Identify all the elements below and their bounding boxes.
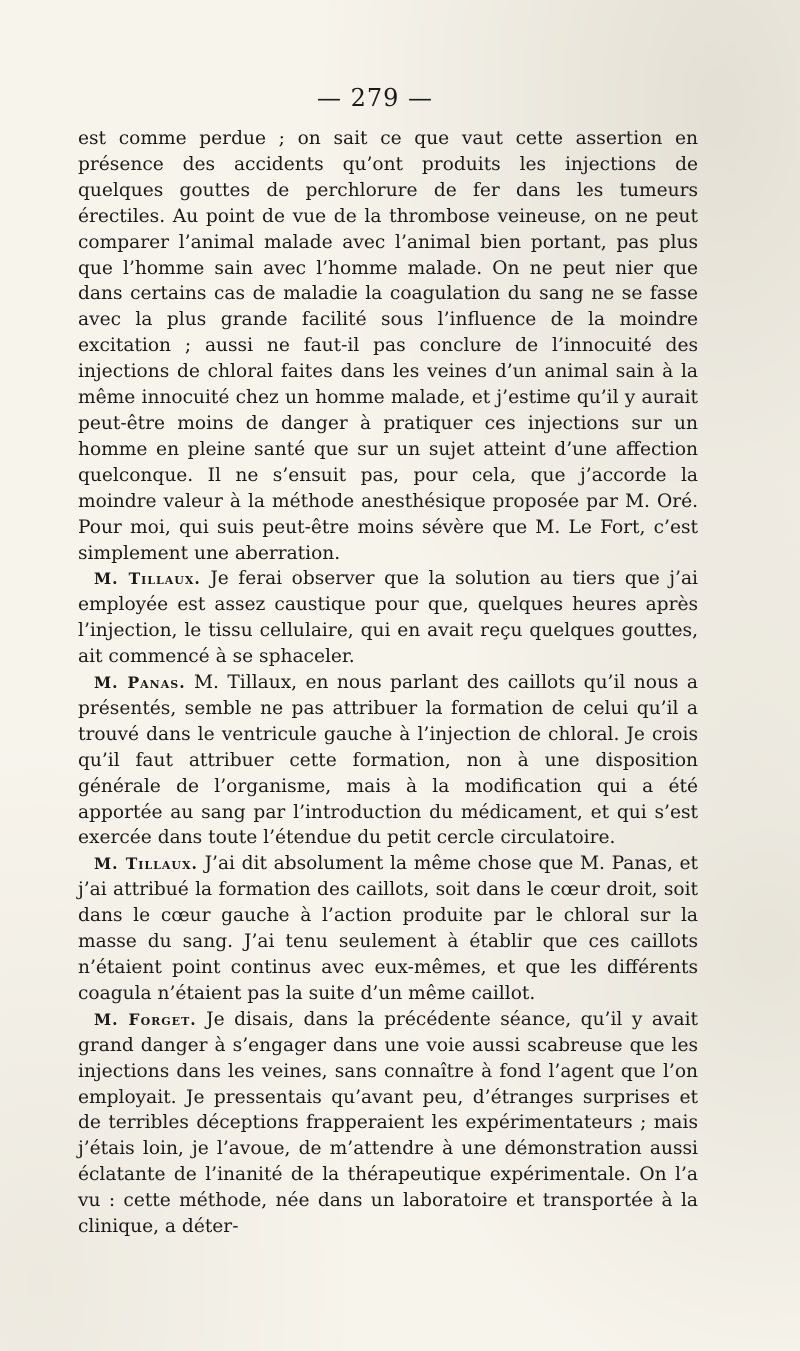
paragraph — [78, 851, 698, 1006]
body-text — [78, 126, 698, 1240]
speaker-name: M. Forget. — [94, 1009, 197, 1029]
paragraph — [78, 126, 698, 566]
paragraph-text: est comme perdue ; on sait ce que vaut cette assertion en présence des accidents qu’ont produits les injections de quelques gouttes de perchlorure de fer dans les tumeurs érectiles. Au point de vue de la thrombose veineuse, on ne peut comparer l’animal malade avec l’animal bien portant, pas plus que l’homme sain avec l’homme malade. On ne peut nier que dans certains cas de maladie la coagulation du sang ne se fasse avec la plus grande facilité sous l’influence de la moindre excitation ; aussi ne faut-il pas conclure de l’innocuité des injections de chloral faites dans les veines d’un animal sain à la même innocuité chez un homme malade, et j’estime qu’il y aurait peut-être moins de danger à pratiquer ces injections sur un homme en pleine santé que sur un sujet atteint d’une affection quelconque. Il ne s’ensuit pas, pour cela, que j’accorde la moindre valeur à la méthode anesthésique proposée par M. Oré. Pour moi, qui suis peut-être moins sévère que M. Le Fort, c’est simplement une aberration. — [78, 128, 698, 564]
paragraph-text: M. Tillaux, en nous parlant des caillots qu’il nous a présentés, semble ne pas attribuer la formation de celui qu’il a trouvé dans le ventricule gauche à l’injection de chloral. Je crois qu’il faut attribuer cette formation, non à une disposition générale de l’organisme, mais à la modification qui a été apportée au sang par l’introduction du médicament, et qui s’est exercée dans toute l’étendue du petit cercle circulatoire. — [78, 672, 698, 849]
page-number: — 279 — — [316, 84, 434, 112]
paragraph — [78, 566, 698, 670]
paragraph-text: Je ferai observer que la solution au tiers que j’ai employée est assez caustique pour que, quelques heures après l’injection, le tissu cellulaire, qui en avait reçu quelques gouttes, ait commencé à se sphaceler. — [78, 568, 698, 668]
speaker-name: M. Panas. — [94, 673, 186, 693]
paragraph — [78, 670, 698, 851]
speaker-name: M. Tillaux. — [94, 854, 198, 874]
paragraph-text: J’ai dit absolument la même chose que M. Panas, et j’ai attribué la formation des caillots, soit dans le cœur droit, soit dans le cœur gauche à l’action produite par le chloral sur la masse du sang. J’ai tenu seulement à établir que ces caillots n’étaient point continus avec eux-mêmes, et que les différents coagula n’étaient pas la suite d’un même caillot. — [78, 853, 698, 1004]
speaker-name: M. Tillaux. — [94, 569, 201, 589]
paragraph — [78, 1007, 698, 1240]
paragraph-text: Je disais, dans la précédente séance, qu’il y avait grand danger à s’engager dans une voie aussi scabreuse que les injections dans les veines, sans connaître à fond l’agent que l’on employait. Je pressentais qu’avant peu, d’étranges surprises et de terribles déceptions frapperaient les expérimentateurs ; mais j’étais loin, je l’avoue, de m’attendre à une démonstration aussi éclatante de l’inanité de la thérapeutique expérimentale. On l’a vu : cette méthode, née dans un laboratoire et transportée à la clinique, a déter- — [78, 1008, 698, 1238]
